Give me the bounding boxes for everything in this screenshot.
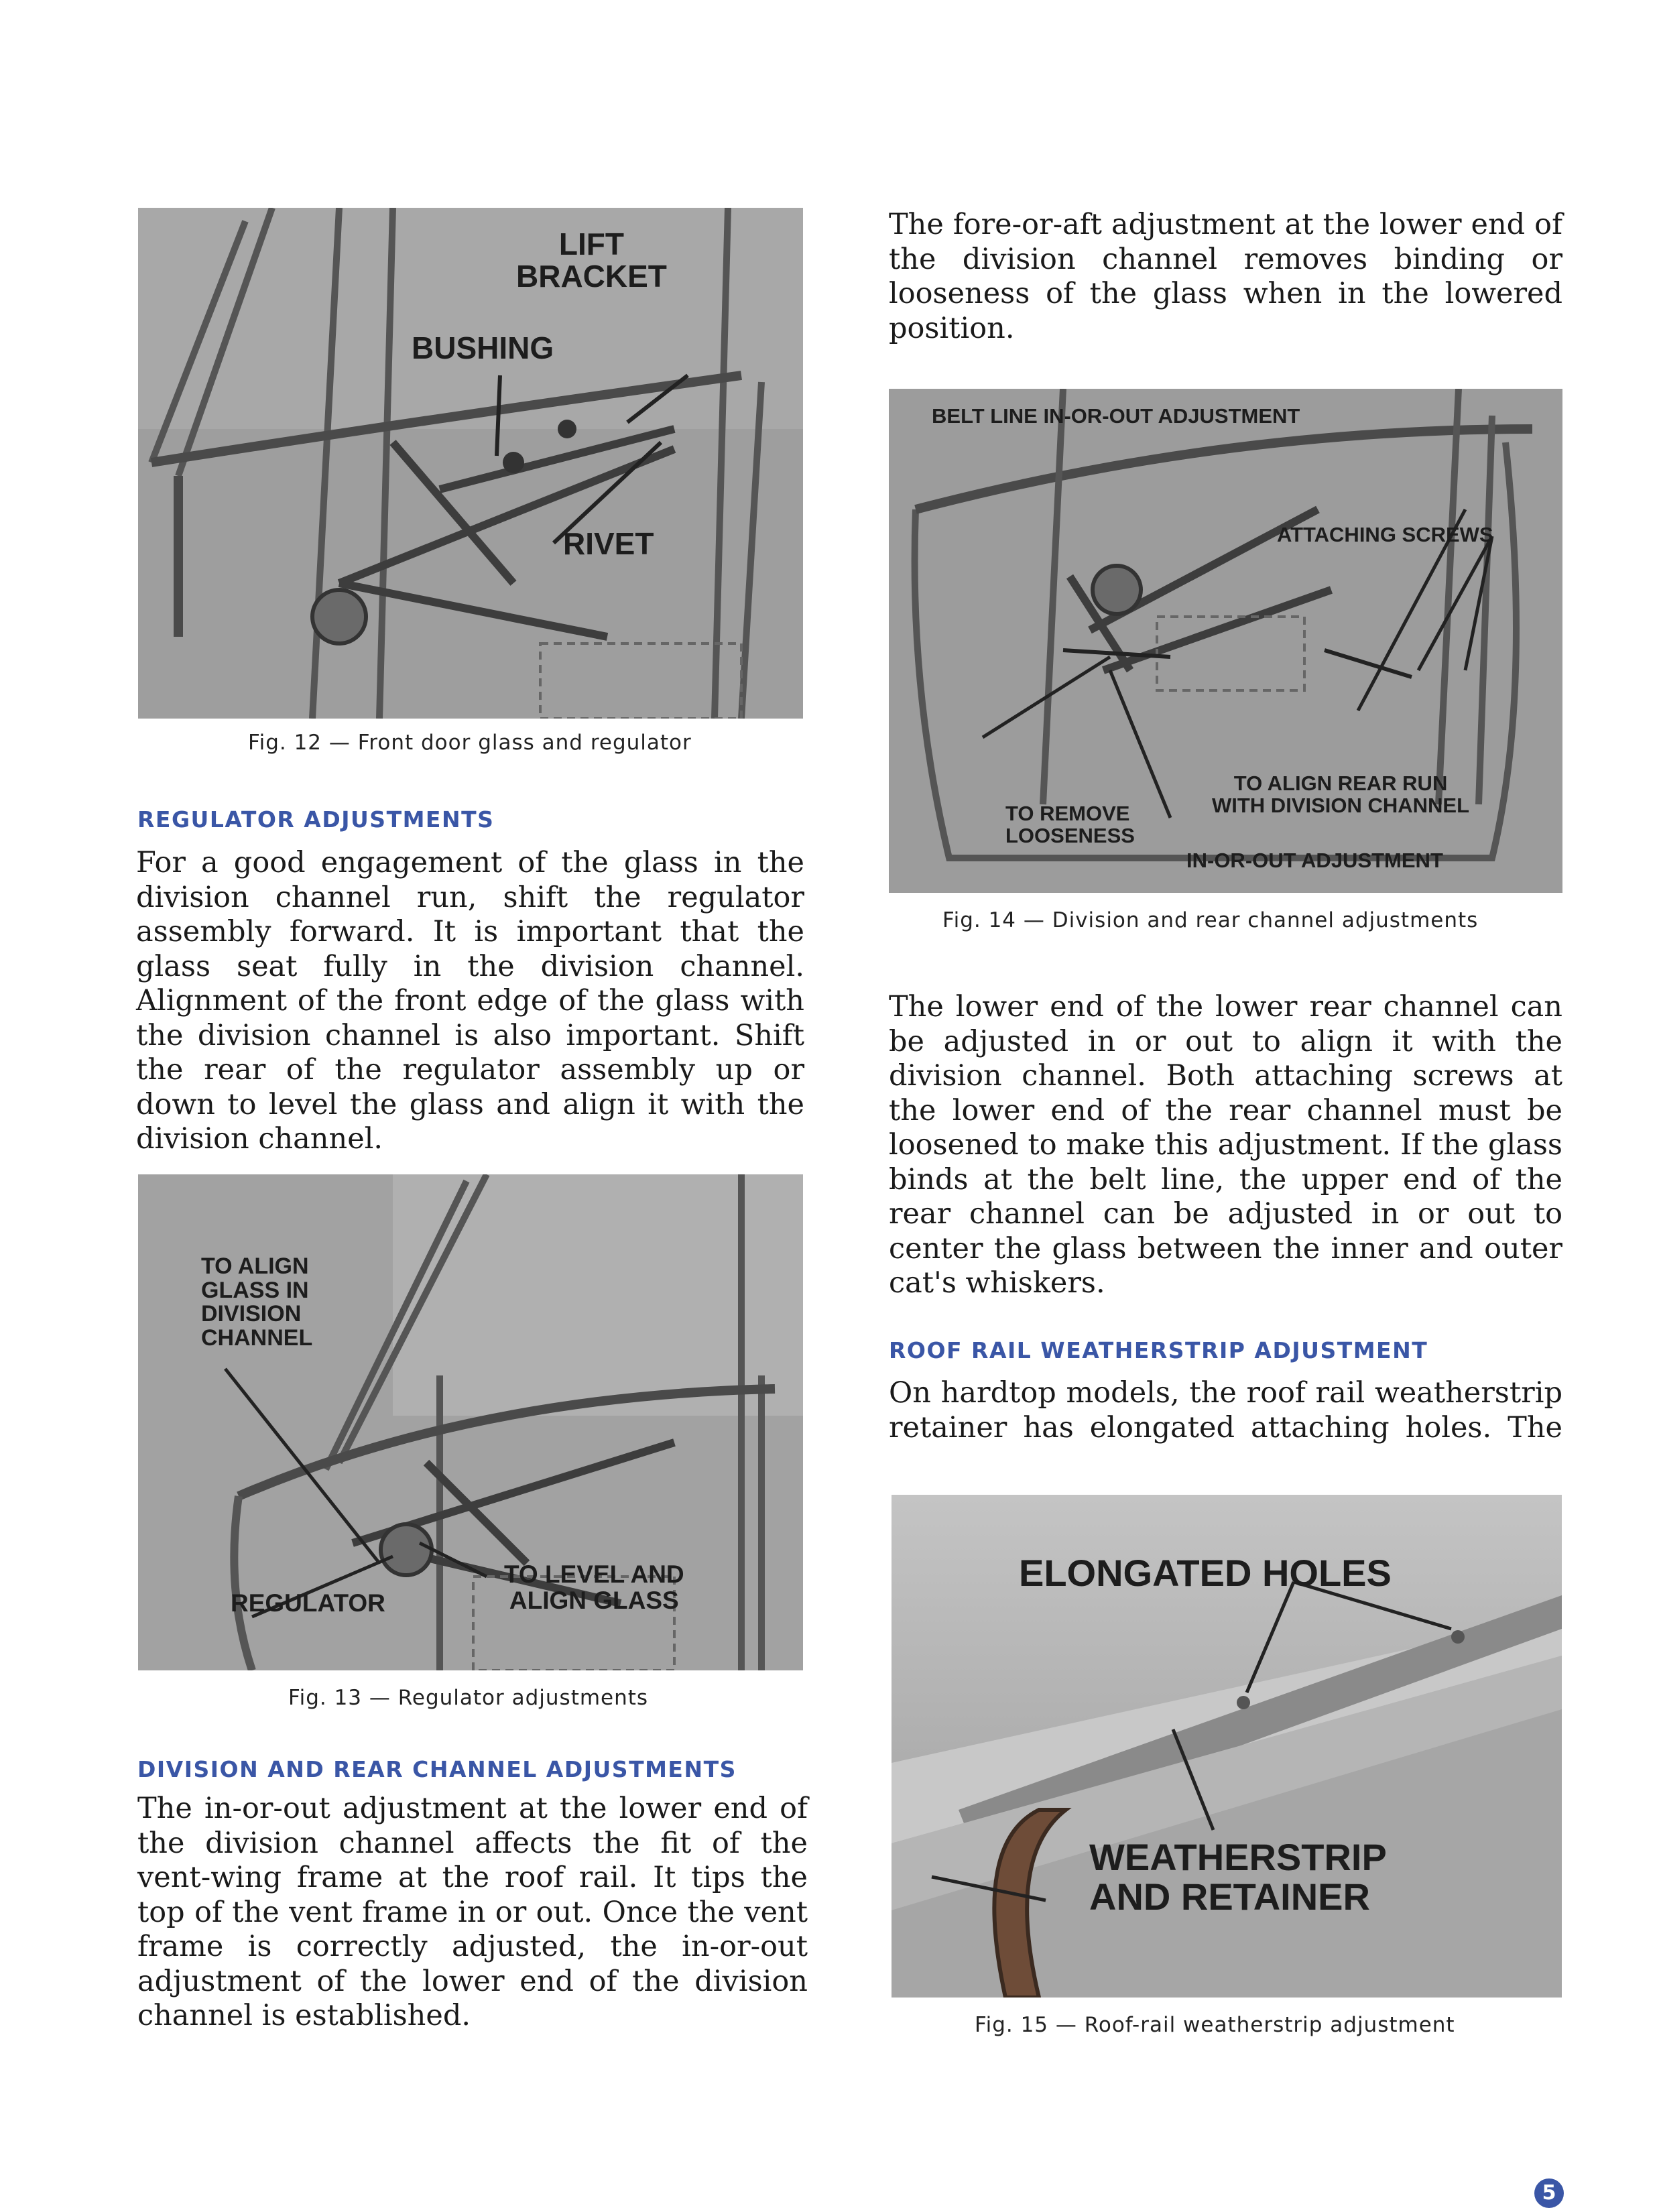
fig12-label-rivet: RIVET bbox=[563, 526, 654, 561]
roof-rail-text: On hardtop models, the roof rail weatherstrip retainer has elongated attaching holes. The bbox=[889, 1376, 1562, 1445]
regulator-adjustments-text: For a good engagement of the glass in the division channel run, shift the regulator assembly forward. It is important that the glass seat fully in the division channel. Alignment of the front edge of the glass with the division channel is also important. Shift the rear of the regulator assembly up or down to level the glass and align it with the division channel. bbox=[136, 846, 804, 1156]
roof-rail-heading: ROOF RAIL WEATHERSTRIP ADJUSTMENT bbox=[889, 1337, 1428, 1363]
fig14-caption: Fig. 14 — Division and rear channel adjustments bbox=[942, 908, 1479, 932]
door-regulator-illustration bbox=[138, 208, 803, 719]
fig14-label-remove-looseness: TO REMOVE LOOSENESS bbox=[1005, 802, 1135, 847]
fig12-label-lift-bracket: LIFT BRACKET bbox=[516, 227, 667, 294]
fig12-caption: Fig. 12 — Front door glass and regulator bbox=[248, 731, 692, 755]
fig15-caption: Fig. 15 — Roof-rail weatherstrip adjustment bbox=[975, 2013, 1455, 2037]
regulator-adjustments-heading: REGULATOR ADJUSTMENTS bbox=[137, 806, 495, 833]
fig15-label-elongated-holes: ELONGATED HOLES bbox=[1019, 1552, 1392, 1594]
fig13-label-regulator: REGULATOR bbox=[231, 1589, 385, 1617]
fig14-label-in-or-out: IN-OR-OUT ADJUSTMENT bbox=[1186, 849, 1443, 872]
fig13-label-align-glass: TO ALIGN GLASS IN DIVISION CHANNEL bbox=[201, 1253, 313, 1351]
fig14-photo bbox=[889, 389, 1562, 893]
fig13-label-level-align: TO LEVEL AND ALIGN GLASS bbox=[504, 1560, 684, 1614]
division-rear-text: The in-or-out adjustment at the lower end of the division channel affects the fit of the vent-wing frame at the roof rail. It tips the top of the vent frame in or out. Once the vent frame is correctly adjusted, the in-or-out adjustment of the lower end of the division channel is established. bbox=[137, 1792, 808, 2032]
division-rear-heading: DIVISION AND REAR CHANNEL ADJUSTMENTS bbox=[137, 1756, 737, 1782]
fig12-photo bbox=[138, 208, 803, 719]
fig14-label-attaching-screws: ATTACHING SCREWS bbox=[1277, 523, 1493, 546]
fore-aft-text: The fore-or-aft adjustment at the lower end of the division channel removes binding or looseness of the glass when in the lowered position. bbox=[889, 208, 1562, 345]
page-number-badge: 5 bbox=[1534, 2178, 1564, 2208]
fig13-caption: Fig. 13 — Regulator adjustments bbox=[288, 1686, 649, 1710]
fig15-label-weatherstrip: WEATHERSTRIP AND RETAINER bbox=[1089, 1836, 1387, 1918]
fig12-label-bushing: BUSHING bbox=[412, 330, 554, 365]
fig14-label-belt-line: BELT LINE IN-OR-OUT ADJUSTMENT bbox=[932, 404, 1300, 428]
lower-rear-text: The lower end of the lower rear channel can be adjusted in or out to align it with the division channel. Both attaching screws at the lower end of the rear channel must be loosened to make this adjustment. If the glass binds at the belt line, the upper end of the rear channel can be adjusted in or out to center the glass between the inner and outer cat's whiskers. bbox=[889, 990, 1562, 1300]
fig14-label-align-rear-run: TO ALIGN REAR RUN WITH DIVISION CHANNEL bbox=[1212, 772, 1470, 817]
channel-adjustment-illustration bbox=[889, 389, 1562, 893]
